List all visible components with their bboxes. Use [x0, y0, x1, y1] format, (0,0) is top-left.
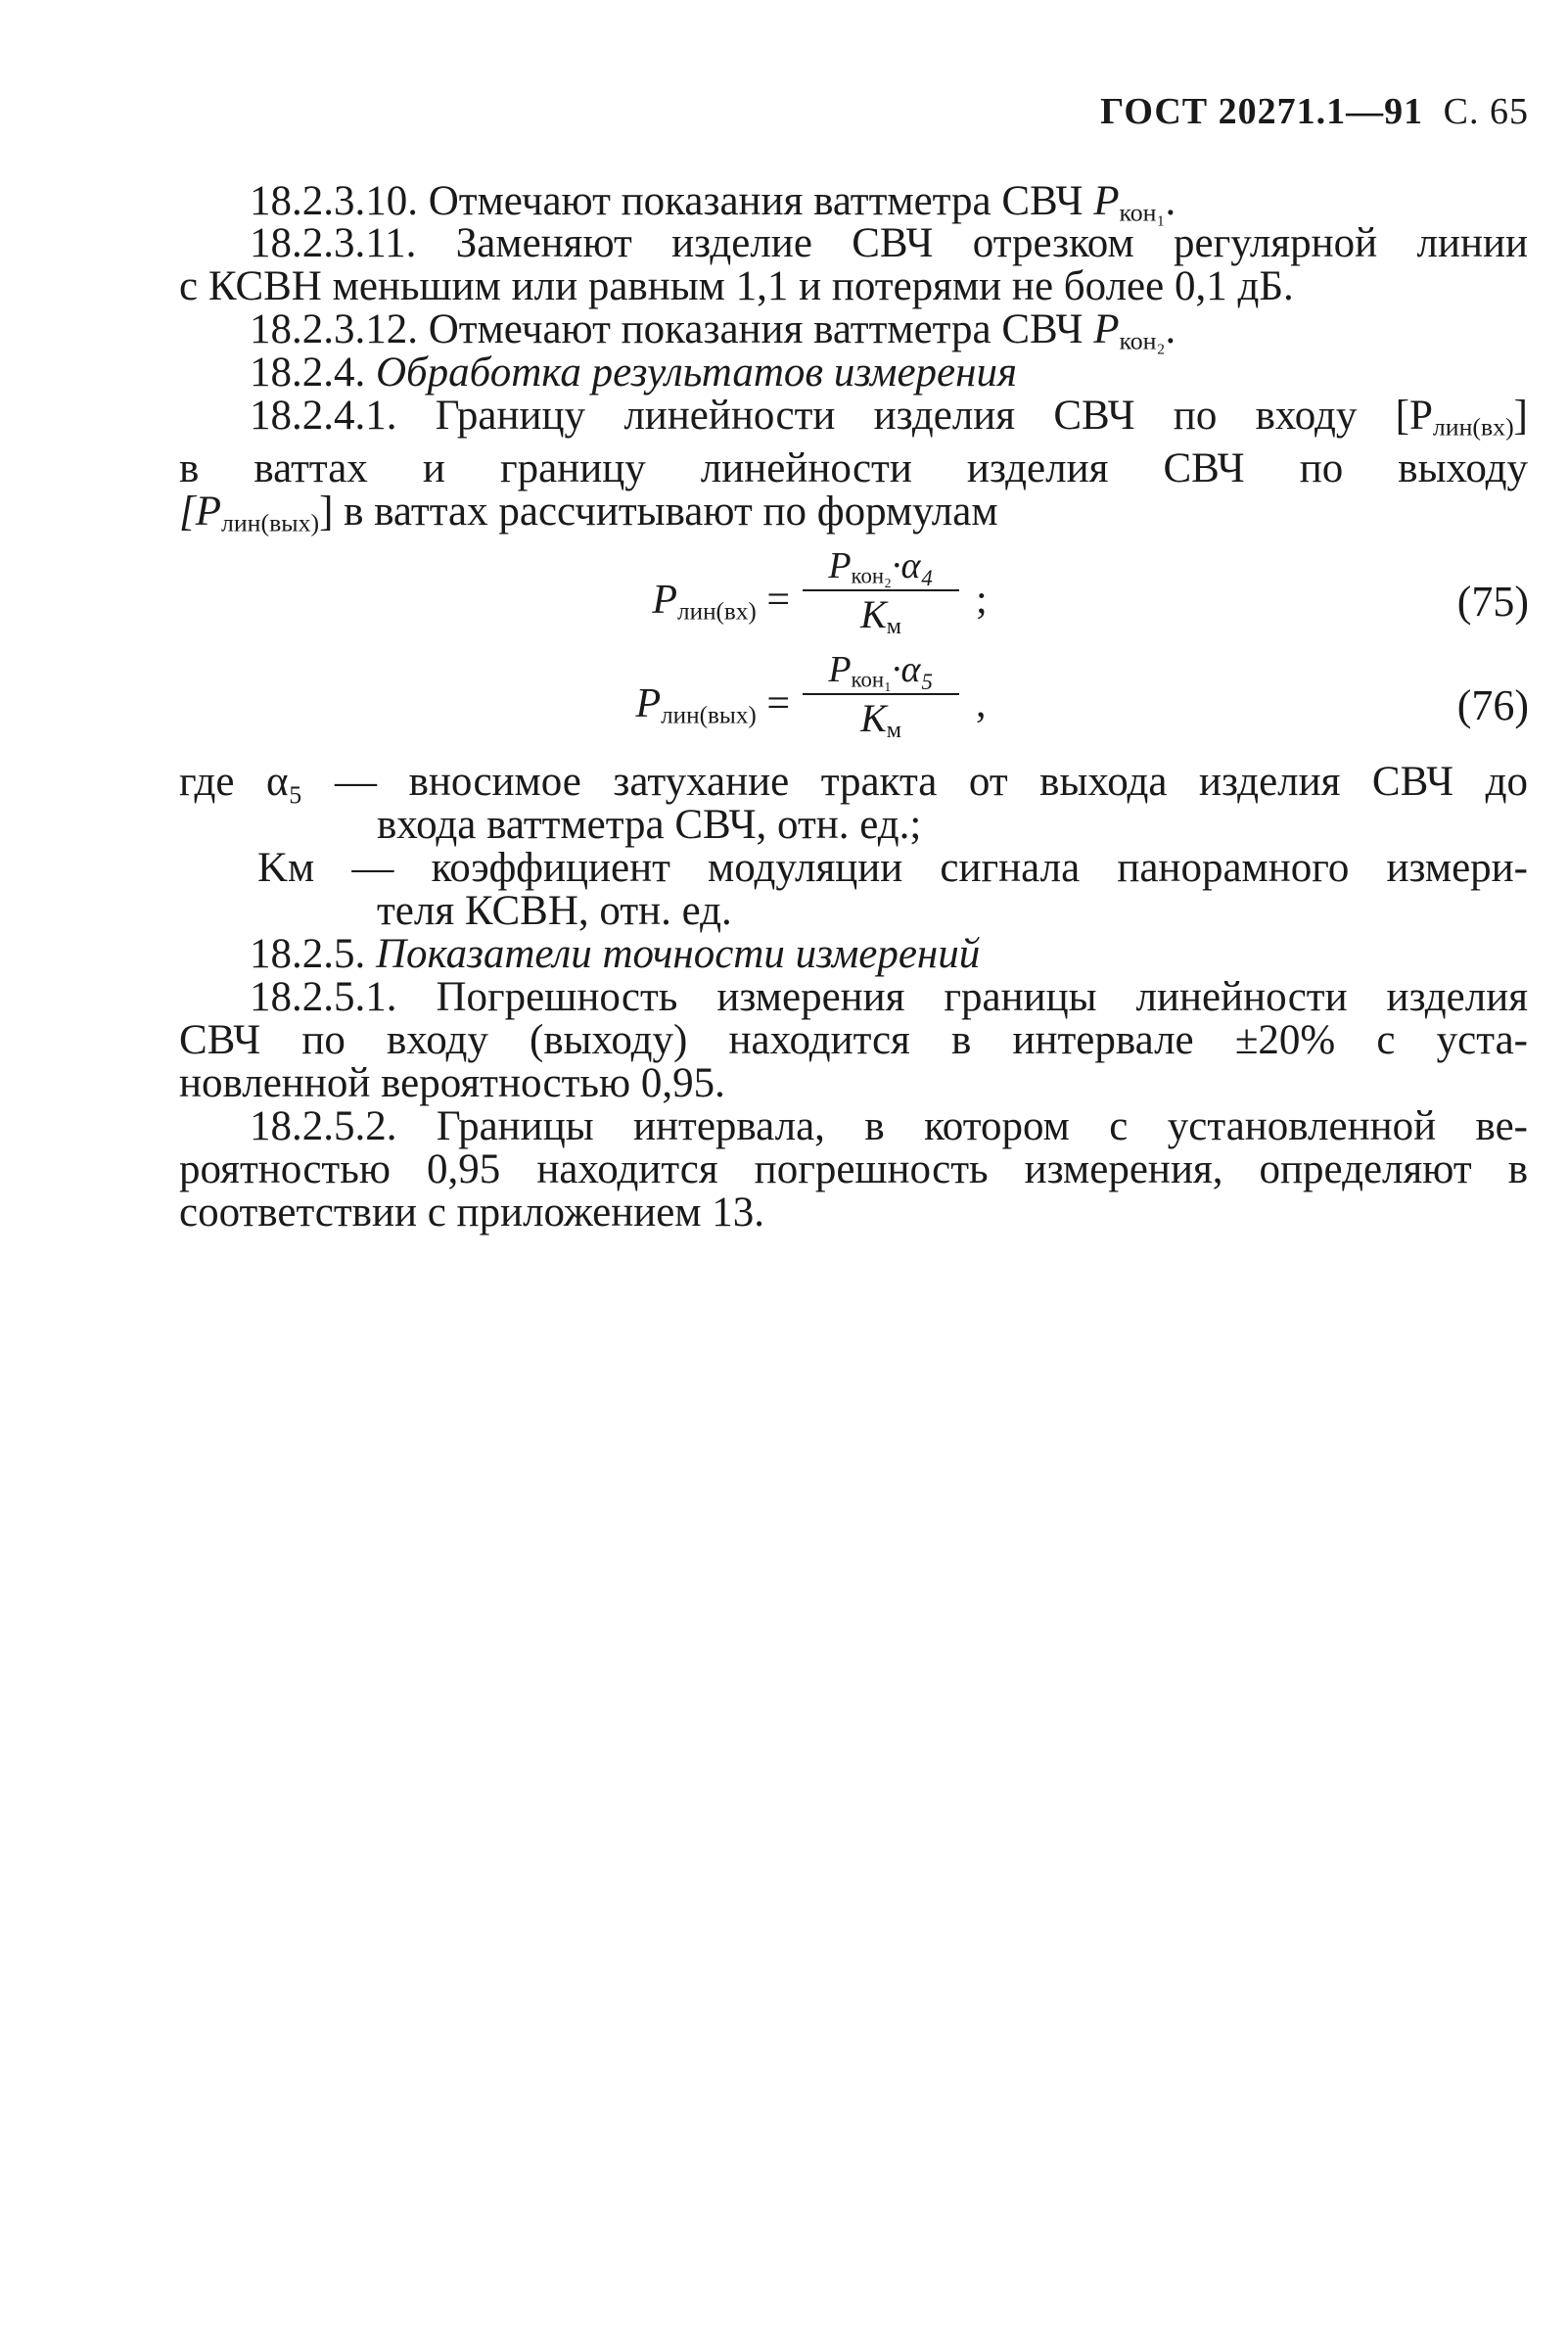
where-line-1: где α₅ — вносимое затухание тракта от выхода изделия СВЧ до	[179, 759, 1528, 805]
paragraph-18-2-5-2-line-1: 18.2.5.2. Границы интервала, в котором с установленной ве-	[250, 1103, 1528, 1149]
paragraph-18-2-5-1-line-3: новленной вероятностью 0,95.	[179, 1060, 725, 1106]
numerator-subscript: кон₂	[851, 563, 892, 588]
formula-fraction	[803, 648, 959, 743]
where-line-3: Kм — коэффициент модуляции сигнала панорамного измери-	[257, 845, 1528, 891]
paragraph-18-2-4-1-line-3	[179, 490, 1528, 535]
standard-number: ГОСТ 20271.1—91	[1100, 91, 1424, 132]
formula-punct: ;	[976, 578, 988, 623]
power-symbol: P	[1093, 178, 1120, 224]
lhs-symbol: P	[652, 578, 678, 623]
page-header	[1100, 90, 1529, 133]
lhs-subscript: лин(вых)	[661, 702, 757, 729]
paragraph-18-2-5-2-line-3: соответствии с приложением 13.	[179, 1189, 765, 1236]
paragraph-18-2-4-1-line-1: 18.2.4.1. Границу линейности изделия СВЧ по входу [Pлин(вх)]	[250, 393, 1528, 442]
denominator-subscript: м	[886, 718, 901, 743]
formula-76	[0, 648, 1568, 756]
fraction-numerator	[803, 544, 959, 587]
power-subscript: лин(вх)	[1432, 412, 1514, 442]
formula-lhs: Pлин(вх) =	[652, 578, 790, 626]
section-title: Обработка результатов измерения	[376, 350, 1017, 396]
power-subscript: лин(вых)	[221, 508, 320, 537]
paragraph-text: 18.2.3.10. Отмечают показания ваттметра СВЧ	[250, 178, 1084, 224]
denominator-subscript: м	[886, 614, 901, 639]
paragraph-18-2-4-1-line-2: в ваттах и границу линейности изделия СВЧ по выходу	[179, 445, 1528, 491]
lhs-subscript: лин(вх)	[677, 598, 757, 626]
paragraph-18-2-3-11-line-1: 18.2.3.11. Заменяют изделие СВЧ отрезком регулярной линии	[250, 220, 1528, 266]
lhs-symbol: P	[635, 681, 662, 726]
paragraph-text: 18.2.3.12. Отмечают показания ваттметра СВЧ	[250, 306, 1084, 352]
power-subscript: кон₁	[1119, 198, 1166, 227]
page-number: С. 65	[1443, 91, 1529, 132]
numerator-symbol: P	[828, 649, 852, 690]
paragraph-text: 18.2.4.1. Границу линейности изделия СВЧ по входу [P	[250, 393, 1433, 439]
where-line-2: входа ваттметра СВЧ, отн. ед.;	[377, 802, 922, 848]
paragraph-18-2-5-2-line-2: роятностью 0,95 находится погрешность измерения, определяют в	[179, 1146, 1528, 1192]
section-18-2-5-heading	[250, 932, 1528, 977]
formula-number: (76)	[1456, 681, 1529, 729]
section-title: Показатели точности измерений	[376, 931, 981, 977]
numerator-symbol: P	[828, 545, 852, 586]
denominator-symbol: K	[860, 592, 887, 636]
power-subscript: кон₂	[1119, 326, 1166, 355]
bracket-power: [P	[179, 489, 221, 535]
numerator-factor: ·α₄	[892, 545, 934, 586]
formula-75	[0, 544, 1568, 652]
fraction-numerator	[803, 648, 959, 691]
section-number: 18.2.5.	[250, 931, 366, 977]
paragraph-18-2-5-1-line-2: СВЧ по входу (выходу) находится в интервале ±20% с уста-	[179, 1017, 1528, 1063]
section-number: 18.2.4.	[250, 350, 366, 396]
numerator-factor: ·α₅	[892, 649, 934, 690]
paragraph-18-2-3-12: 18.2.3.12. Отмечают показания ваттметра СВЧ Pкон₂.	[250, 306, 1176, 355]
paragraph-18-2-3-11-line-2: с КСВН меньшим или равным 1,1 и потерями не более 0,1 дБ.	[179, 263, 1294, 309]
power-symbol: P	[1093, 306, 1120, 352]
formula-fraction	[803, 544, 959, 639]
paragraph-text: ] в ваттах рассчитывают по формулам	[319, 489, 998, 535]
section-18-2-4-heading	[250, 350, 1528, 396]
denominator-symbol: K	[860, 696, 887, 740]
formula-lhs: Pлин(вых) =	[635, 681, 790, 729]
fraction-denominator	[803, 696, 959, 743]
where-line-4: теля КСВН, отн. ед.	[377, 888, 732, 934]
fraction-bar	[803, 693, 959, 695]
paragraph-18-2-3-10: 18.2.3.10. Отмечают показания ваттметра СВЧ Pкон₁.	[250, 178, 1176, 227]
paragraph-18-2-5-1-line-1: 18.2.5.1. Погрешность измерения границы линейности изделия	[250, 974, 1528, 1020]
fraction-bar	[803, 589, 959, 591]
numerator-subscript: кон₁	[851, 667, 892, 692]
fraction-denominator	[803, 592, 959, 639]
formula-punct: ,	[976, 681, 987, 726]
formula-number: (75)	[1456, 578, 1529, 626]
